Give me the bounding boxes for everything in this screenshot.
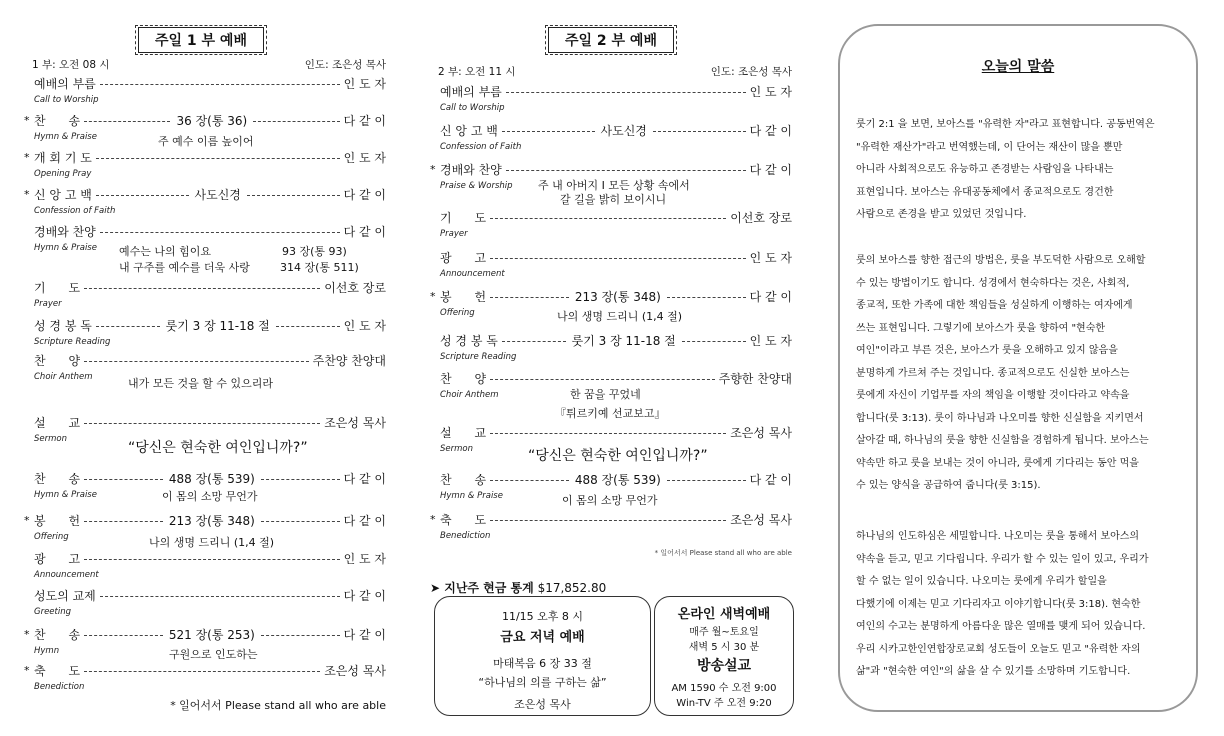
order-item-note: 나의 생명 드리니 (1,4 절) — [149, 536, 275, 549]
order-item-leader: 주찬양 찬양대 — [312, 353, 386, 368]
order-item-leader: 다 같 이 — [343, 187, 386, 202]
order-item-name: 신 앙 고 백 — [34, 187, 92, 202]
order-item-english: Sermon — [440, 444, 473, 454]
leader-dashes — [253, 121, 339, 122]
order-item-leader: 다 같 이 — [343, 471, 387, 486]
leader-dashes — [96, 195, 189, 196]
order-item-name: 찬 송 — [440, 472, 487, 487]
leader-dashes — [100, 232, 340, 233]
stand-marker: * — [24, 513, 30, 527]
order-item-english: Call to Worship — [34, 95, 99, 105]
order-item — [24, 469, 386, 487]
friday-date: 11/15 오후 8 시 — [501, 610, 584, 623]
order-item-name: 예배의 부름 — [34, 76, 96, 91]
order-item-detail: 488 장(통 539) — [168, 471, 255, 486]
order-item-leader: 주향한 찬양대 — [718, 371, 792, 386]
leader-dashes — [490, 379, 715, 380]
stand-marker: * — [430, 289, 436, 303]
leader-dashes — [96, 158, 340, 159]
order-item-english: Opening Pray — [34, 169, 92, 179]
friday-scripture: 마태복음 6 장 33 절 — [493, 657, 592, 670]
order-item — [24, 222, 386, 240]
order-item-leader: 이선호 장로 — [730, 210, 792, 225]
order-item-leader: 다 같 이 — [749, 162, 792, 177]
service1-time: 1 부: 오전 08 시 — [32, 59, 110, 71]
order-item-name: 신 앙 고 백 — [440, 123, 498, 138]
today-word-line: 여인"이라고 부른 것은, 보아스가 룻을 오해하고 있지 않음을 — [856, 345, 1118, 356]
stand-marker: * — [24, 627, 30, 641]
leader-dashes — [490, 218, 726, 219]
leader-dashes — [84, 559, 340, 560]
order-item — [430, 287, 792, 305]
today-word-line: 다했기에 이제는 믿고 기다리자고 이야기합니다(룻 3:18). 현숙한 — [856, 598, 1141, 610]
order-item-note: 한 꿈을 꾸었네 — [570, 388, 641, 401]
service1-column — [24, 0, 386, 736]
offering-stats — [430, 579, 606, 596]
friday-preacher: 조은성 목사 — [514, 698, 571, 711]
today-word-line: 할 수 없는 일이 있습니다. 나오미는 룻에게 우리가 할일을 — [856, 576, 1107, 587]
order-item-english: Choir Anthem — [440, 390, 499, 400]
leader-dashes — [490, 480, 569, 481]
leader-dashes — [502, 341, 566, 342]
order-item-name: 경배와 찬양 — [34, 224, 96, 239]
order-item — [430, 369, 792, 387]
order-item-english: Prayer — [34, 299, 62, 309]
order-item-english: Choir Anthem — [34, 372, 93, 382]
today-word-line: 사람으로 존경을 받고 있었던 것입니다. — [856, 209, 1027, 220]
today-word-line: 살아갈 때, 하나님의 룻을 향한 신실함을 경험하게 됩니다. 보아스는 — [856, 435, 1149, 446]
order-item-english: Greeting — [34, 607, 72, 617]
service1-leader: 인도: 조은성 목사 — [304, 59, 386, 71]
today-word-line: 약속을 듣고, 믿고 기다립니다. 우리가 할 수 있는 일이 있고, 우리가 — [856, 553, 1149, 565]
order-item-leader: 다 같 이 — [749, 472, 793, 487]
order-item — [24, 316, 386, 334]
order-item-name: 찬 송 — [34, 471, 81, 486]
leader-dashes — [84, 423, 320, 424]
order-item-note: 주 내 아버지 I 모든 상황 속에서 — [538, 179, 690, 192]
order-item-english: Confession of Faith — [440, 142, 522, 152]
order-item-note: 나의 생명 드리니 (1,4 절) — [557, 310, 683, 323]
today-word-line: 룻에게 자신이 기업무를 자의 책임을 이행할 것이다라고 약속을 — [856, 390, 1130, 401]
order-item — [24, 148, 386, 166]
order-item — [430, 82, 792, 100]
dawn-service-box — [654, 596, 794, 716]
order-item-english: Hymn & Praise — [34, 243, 97, 253]
order-item-english: Benediction — [34, 682, 85, 692]
order-item-english: Announcement — [34, 570, 99, 580]
offering-stats-label: ➤ 지난주 현금 통계 — [430, 581, 534, 595]
order-item-english: Hymn & Praise — [440, 491, 503, 501]
order-item-note: 예수는 나의 힘이요 — [119, 245, 212, 258]
order-item-detail: 213 장(통 348) — [574, 289, 661, 304]
leader-dashes — [667, 480, 746, 481]
order-item-name: 설 교 — [34, 415, 81, 430]
order-item-note: 『튀르키예 선교보고』 — [555, 407, 666, 420]
order-item-leader: 인 도 자 — [343, 551, 386, 566]
order-item-note: 구원으로 인도하는 — [169, 648, 258, 661]
order-item-leader: 인 도 자 — [749, 333, 793, 348]
leader-dashes — [100, 84, 340, 85]
order-item-detail: 룻기 3 장 11-18 절 — [165, 318, 270, 333]
order-item-leader: 인 도 자 — [343, 76, 386, 91]
order-item — [430, 121, 792, 139]
service2-title: 주일 2 부 예배 — [548, 27, 674, 53]
order-item-name: 찬 양 — [34, 353, 81, 368]
offering-stats-amount: $17,852.80 — [537, 581, 607, 595]
order-item-leader: 다 같 이 — [343, 224, 386, 239]
today-word-line: 우리 시카고한인연합장로교회 성도들이 오늘도 믿고 "유력한 자의 — [856, 643, 1141, 655]
order-item-note: 내 구주를 예수를 더욱 사랑 — [119, 261, 250, 274]
today-word-line: 분명하게 가르쳐 주는 것입니다. 종교적으로도 신실한 보아스는 — [856, 367, 1130, 379]
today-word-line: 수 있는 양식을 공급하여 줍니다(룻 3:15). — [856, 480, 1041, 491]
today-word-panel — [838, 24, 1198, 712]
stand-marker: * — [430, 512, 436, 526]
service1-title: 주일 1 부 예배 — [138, 27, 264, 53]
service2-column — [430, 0, 792, 736]
today-word-line: 하나님의 인도하심은 세밀합니다. 나오미는 룻을 통해서 보아스의 — [856, 531, 1140, 542]
order-item — [430, 160, 792, 178]
order-item-name: 광 고 — [34, 551, 81, 566]
order-item-english: Scripture Reading — [440, 352, 517, 362]
leader-dashes — [653, 131, 746, 132]
order-item-leader: 조은성 목사 — [324, 415, 386, 430]
today-word-line: 종교적, 또한 가족에 대한 책임들을 성실하게 이행하는 여자에게 — [856, 300, 1133, 311]
leader-dashes — [261, 479, 340, 480]
order-item-name: 기 도 — [440, 210, 487, 225]
order-item-english: Call to Worship — [440, 103, 505, 113]
leader-dashes — [502, 131, 595, 132]
order-item-name: 예배의 부름 — [440, 84, 502, 99]
leader-dashes — [276, 326, 340, 327]
service2-time: 2 부: 오전 11 시 — [438, 66, 516, 78]
order-item — [24, 511, 386, 529]
friday-service-box — [434, 596, 651, 716]
order-item-english: Hymn & Praise — [34, 490, 97, 500]
order-item-leader: 다 같 이 — [749, 289, 793, 304]
order-item-leader: 다 같 이 — [343, 513, 387, 528]
order-item — [430, 423, 792, 441]
today-word-line: 표현입니다. 보아스는 유대공동체에서 종교적으로도 경건한 — [856, 186, 1114, 198]
order-item-english: Prayer — [440, 229, 468, 239]
order-item-english: Praise & Worship — [440, 181, 513, 191]
leader-dashes — [490, 297, 569, 298]
leader-dashes — [682, 341, 746, 342]
order-item-detail: 488 장(통 539) — [574, 472, 661, 487]
order-item-note: “당신은 현숙한 여인입니까?” — [528, 448, 708, 464]
order-item — [430, 331, 792, 349]
today-word-line: 룻기 2:1 을 보면, 보아스를 "유력한 자"라고 표현합니다. 공동번역은 — [856, 119, 1155, 130]
order-item-name: 찬 송 — [34, 627, 81, 642]
today-word-line: 아니라 사회적으로도 유능하고 존경받는 사람임을 나타내는 — [856, 164, 1114, 175]
dawn-tv: Win-TV 주 오전 9:20 — [676, 698, 772, 709]
today-word-line: 수 있는 방법이기도 합니다. 성경에서 현숙하다는 것은, 사회적, — [856, 277, 1130, 289]
stand-marker: * — [24, 187, 30, 201]
order-item-english: Hymn — [34, 646, 60, 656]
order-item — [430, 470, 792, 488]
order-item — [24, 586, 386, 604]
service1-footnote: * 일어서서 Please stand all who are able — [170, 699, 386, 712]
stand-marker: * — [24, 150, 30, 164]
order-item-name: 찬 송 — [34, 113, 81, 128]
order-item-leader: 인 도 자 — [343, 318, 387, 333]
stand-marker: * — [24, 663, 30, 677]
order-item-name: 봉 헌 — [34, 513, 81, 528]
leader-dashes — [261, 635, 340, 636]
order-item-leader: 다 같 이 — [343, 113, 387, 128]
order-item-note: “당신은 현숙한 여인입니까?” — [128, 440, 308, 456]
order-item — [430, 248, 792, 266]
order-item — [24, 549, 386, 567]
today-word-line: 합니다(룻 3:13). 룻이 하나님과 나오미를 향한 신실함을 지키면서 — [856, 412, 1144, 424]
today-word-line: 약속만 하고 룻을 보내는 것이 아니라, 룻에게 기다리는 동안 먹을 — [856, 457, 1139, 469]
order-item-detail: 213 장(통 348) — [168, 513, 255, 528]
leader-dashes — [84, 521, 163, 522]
today-word-line: 쓰는 표현입니다. 그렇기에 보아스가 룻을 향하여 "현숙한 — [856, 322, 1106, 334]
order-item-name: 기 도 — [34, 280, 81, 295]
order-item-name: 봉 헌 — [440, 289, 487, 304]
dawn-title: 온라인 새벽예배 — [677, 607, 771, 622]
order-item-detail: 룻기 3 장 11-18 절 — [571, 333, 676, 348]
today-word-title: 오늘의 말씀 — [981, 59, 1055, 75]
dawn-days: 매주 월~토요일 — [689, 627, 759, 638]
order-item — [24, 351, 386, 369]
leader-dashes — [84, 671, 320, 672]
order-item-english: Hymn & Praise — [34, 132, 97, 142]
dawn-broadcast: 방송설교 — [696, 658, 752, 674]
order-item-english: Offering — [34, 532, 69, 542]
order-item-note: 갈 길을 밝히 보이시니 — [560, 193, 667, 206]
today-word-line: 삶"과 "현숙한 여인"의 삶을 살 수 있기를 소망하며 기도합니다. — [856, 666, 1131, 677]
order-item-leader: 인 도 자 — [343, 150, 386, 165]
order-item-name: 찬 양 — [440, 371, 487, 386]
order-item-name: 설 교 — [440, 425, 487, 440]
order-item — [24, 74, 386, 92]
order-item-name: 성 경 봉 독 — [440, 333, 498, 348]
dawn-time: 새벽 5 시 30 분 — [688, 642, 760, 653]
today-word-paragraph-3 — [856, 526, 1188, 684]
stand-marker: * — [24, 113, 30, 127]
order-item-note: 내가 모든 것을 할 수 있으리라 — [128, 377, 273, 390]
order-item-english: Scripture Reading — [34, 337, 111, 347]
order-item — [24, 661, 386, 679]
today-word-paragraph-1 — [856, 114, 1188, 227]
order-item-leader: 다 같 이 — [343, 588, 386, 603]
order-item-english: Announcement — [440, 269, 505, 279]
today-word-paragraph-2 — [856, 250, 1188, 498]
order-item-leader: 인 도 자 — [749, 84, 792, 99]
order-item-name: 축 도 — [440, 512, 487, 527]
leader-dashes — [506, 92, 746, 93]
leader-dashes — [490, 433, 726, 434]
order-item-name: 성 경 봉 독 — [34, 318, 92, 333]
order-item-note: 이 몸의 소망 무언가 — [162, 490, 258, 503]
order-item-english: Sermon — [34, 434, 67, 444]
service2-leader: 인도: 조은성 목사 — [710, 66, 792, 78]
order-item-name: 축 도 — [34, 663, 81, 678]
friday-theme: “하나님의 의를 구하는 삶” — [478, 676, 607, 689]
order-item-detail: 사도신경 — [194, 187, 241, 202]
today-word-line: 여인의 수고는 분명하게 아름다운 많은 열매를 맺게 되어 있습니다. — [856, 621, 1146, 632]
order-item-detail: 36 장(통 36) — [176, 113, 248, 128]
order-item-note: 93 장(통 93) — [282, 245, 347, 258]
order-item — [24, 185, 386, 203]
friday-title: 금요 저녁 예배 — [500, 630, 585, 645]
order-item-note: 이 몸의 소망 무언가 — [562, 494, 658, 507]
order-item-leader: 조은성 목사 — [324, 663, 386, 678]
leader-dashes — [667, 297, 746, 298]
order-item — [24, 413, 386, 431]
order-item-leader: 조은성 목사 — [730, 512, 792, 527]
order-item-leader: 인 도 자 — [749, 250, 792, 265]
leader-dashes — [84, 635, 163, 636]
order-item-note: 314 장(통 511) — [280, 261, 359, 274]
order-item-name: 개 회 기 도 — [34, 150, 92, 165]
stand-marker: * — [430, 162, 436, 176]
order-item-leader: 조은성 목사 — [730, 425, 792, 440]
leader-dashes — [490, 258, 746, 259]
leader-dashes — [506, 170, 746, 171]
service2-footnote: * 일어서서 Please stand all who are able — [654, 549, 792, 557]
order-item-name: 광 고 — [440, 250, 487, 265]
order-item-english: Confession of Faith — [34, 206, 116, 216]
leader-dashes — [490, 520, 726, 521]
order-item-leader: 다 같 이 — [343, 627, 387, 642]
order-item — [430, 208, 792, 226]
order-item — [24, 625, 386, 643]
today-word-line: 룻의 보아스를 향한 접근의 방법은, 룻을 부도덕한 사람으로 오해할 — [856, 255, 1146, 266]
leader-dashes — [100, 596, 340, 597]
today-word-line: "유력한 재산가"라고 번역했는데, 이 단어는 재산이 많을 뿐만 — [856, 141, 1123, 153]
order-item-english: Offering — [440, 308, 475, 318]
leader-dashes — [261, 521, 340, 522]
order-item-detail: 521 장(통 253) — [168, 627, 255, 642]
order-item-english: Benediction — [440, 531, 491, 541]
order-item — [430, 510, 792, 528]
order-item-detail: 사도신경 — [600, 123, 647, 138]
order-item-name: 성도의 교제 — [34, 588, 96, 603]
leader-dashes — [84, 288, 320, 289]
dawn-am: AM 1590 수 오전 9:00 — [671, 683, 777, 694]
order-item-leader: 이선호 장로 — [324, 280, 386, 295]
order-item-leader: 다 같 이 — [749, 123, 792, 138]
order-item-note: 주 예수 이름 높이어 — [158, 135, 254, 148]
leader-dashes — [96, 326, 160, 327]
leader-dashes — [84, 121, 170, 122]
order-item — [24, 111, 386, 129]
leader-dashes — [84, 479, 163, 480]
order-item-name: 경배와 찬양 — [440, 162, 502, 177]
order-item — [24, 278, 386, 296]
leader-dashes — [84, 361, 309, 362]
leader-dashes — [247, 195, 340, 196]
